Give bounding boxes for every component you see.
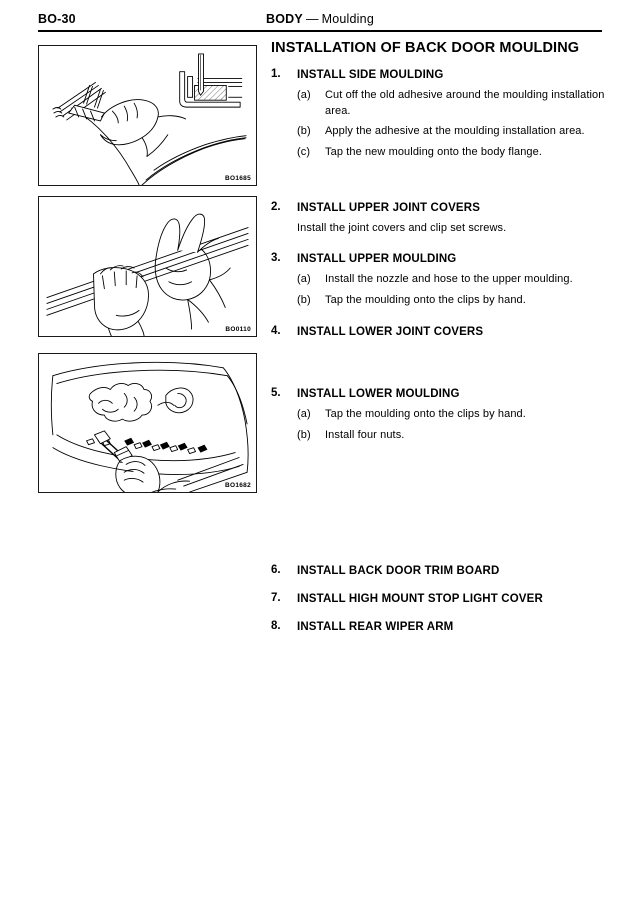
figure-1-illustration (39, 46, 256, 185)
step-number: 2. (271, 201, 281, 213)
figure-2-illustration (39, 197, 256, 336)
step-6 (271, 564, 606, 579)
step-note: Install the joint covers and clip set screws. (297, 222, 507, 234)
step-4 (271, 325, 606, 340)
page-number: BO-30 (38, 12, 76, 26)
step-7 (271, 592, 606, 607)
header-subsection: Moulding (321, 12, 374, 26)
substep-text: Install four nuts. (325, 428, 405, 441)
substep (297, 407, 606, 423)
page-header (38, 12, 602, 32)
substep-label: (a) (297, 89, 311, 101)
substep (297, 88, 606, 119)
header-section: BODY (266, 12, 303, 26)
substep-text: Apply the adhesive at the moulding installation area. (325, 125, 585, 137)
step-title: INSTALL LOWER MOULDING (297, 388, 460, 400)
step-1-substeps (297, 88, 606, 160)
step-number: 7. (271, 592, 281, 604)
figure-code: BO1685 (224, 175, 251, 182)
step-number: 5. (271, 387, 281, 399)
substep-text: Install the nozzle and hose to the upper moulding. (325, 273, 573, 285)
layout-spacer (271, 452, 606, 564)
figure-lower-moulding (38, 353, 257, 493)
step-number: 3. (271, 252, 281, 264)
substep-label: (b) (297, 428, 311, 441)
step-title: INSTALL SIDE MOULDING (297, 69, 444, 81)
figure-upper-moulding (38, 196, 257, 337)
step-number: 8. (271, 620, 281, 632)
step-3 (271, 252, 606, 308)
step-1 (271, 68, 606, 160)
substep-label: (b) (297, 293, 311, 306)
page-title: INSTALLATION OF BACK DOOR MOULDING (271, 40, 580, 56)
substep (297, 293, 606, 309)
figure-1-cross-section-inset (180, 54, 242, 107)
figure-code: BO1682 (224, 482, 251, 489)
step-3-substeps (297, 272, 606, 308)
step-title: INSTALL UPPER JOINT COVERS (297, 202, 481, 214)
step-title: INSTALL BACK DOOR TRIM BOARD (297, 565, 500, 577)
step-2 (271, 201, 606, 236)
substep-text: Tap the new moulding onto the body flange. (325, 145, 543, 158)
substep (297, 428, 606, 444)
header-divider (38, 30, 602, 32)
header-dash: — (305, 12, 319, 26)
instructions-column (271, 40, 606, 648)
substep (297, 272, 606, 288)
substep-text: Tap the moulding onto the clips by hand. (325, 293, 526, 306)
step-title: INSTALL REAR WIPER ARM (297, 621, 454, 633)
substep-text: Tap the moulding onto the clips by hand. (325, 408, 526, 420)
substep (297, 124, 606, 140)
step-5-substeps (297, 407, 606, 443)
substep-label: (a) (297, 408, 311, 420)
substep-label: (b) (297, 125, 311, 137)
substep (297, 145, 606, 161)
step-title: INSTALL HIGH MOUNT STOP LIGHT COVER (297, 593, 543, 605)
substep-label: (a) (297, 273, 311, 285)
header-title (38, 12, 602, 26)
step-title: INSTALL UPPER MOULDING (297, 253, 457, 265)
step-number: 1. (271, 68, 281, 80)
step-title: INSTALL LOWER JOINT COVERS (297, 326, 484, 338)
figure-side-moulding (38, 45, 257, 186)
step-5 (271, 387, 606, 443)
substep-text: Cut off the old adhesive around the moulding installation area. (325, 89, 605, 117)
step-8 (271, 620, 606, 635)
step-number: 4. (271, 325, 281, 337)
substep-label: (c) (297, 145, 311, 158)
step-number: 6. (271, 564, 281, 576)
figure-3-illustration (39, 354, 256, 492)
figure-code: BO0110 (225, 326, 251, 333)
